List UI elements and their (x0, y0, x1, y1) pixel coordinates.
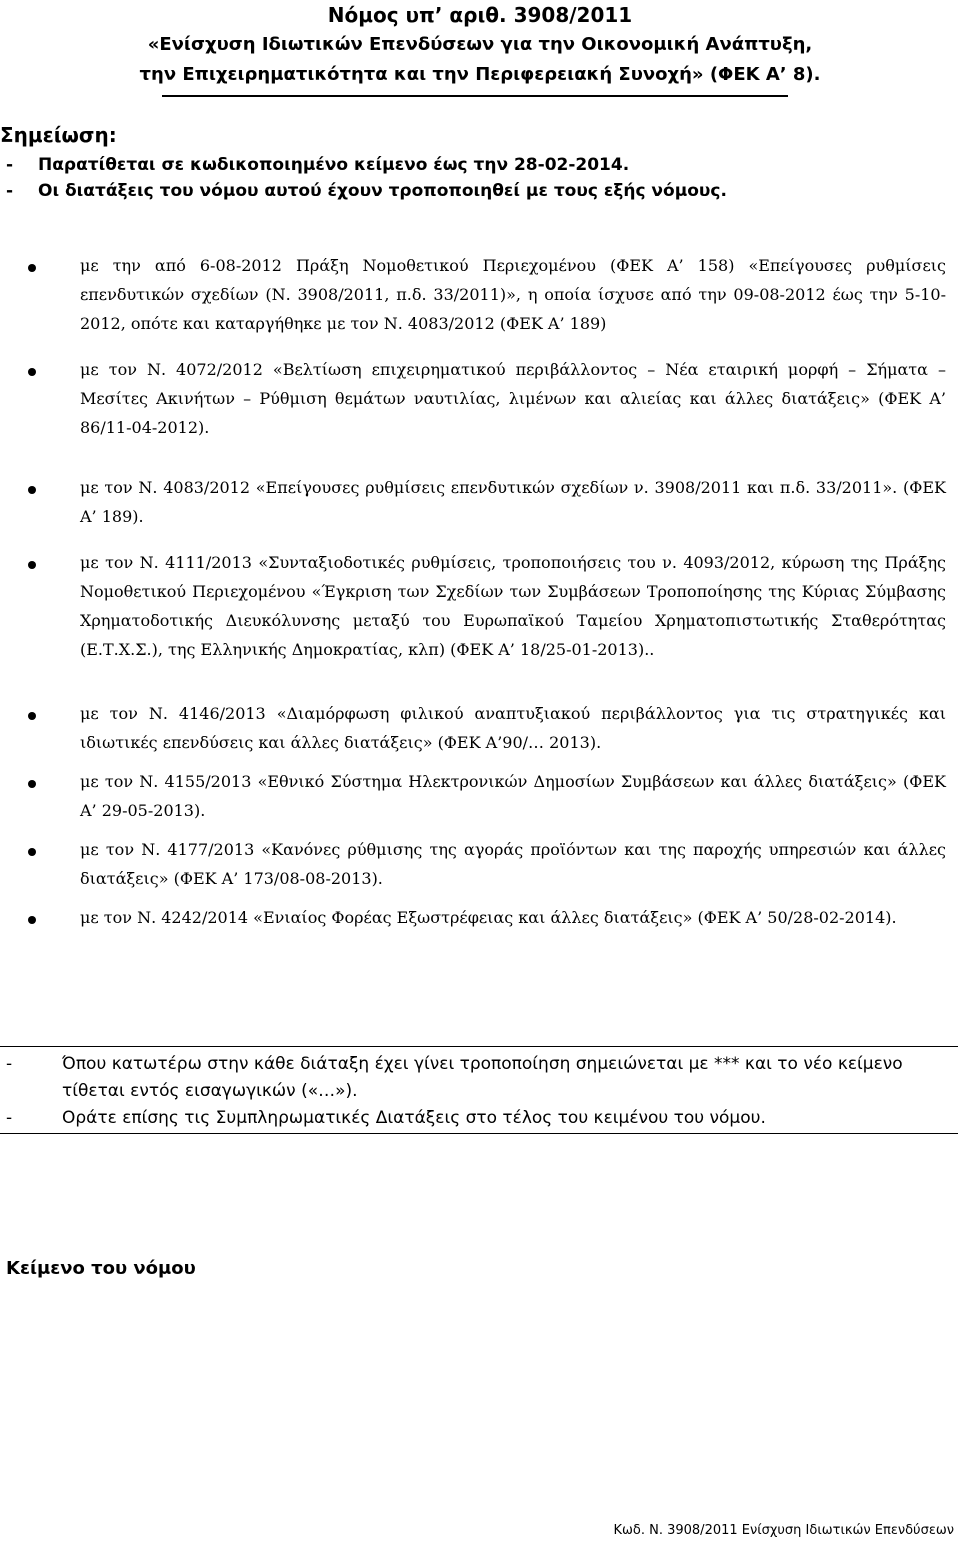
amendment-item-4072-2012: με τον Ν. 4072/2012 «Βελτίωση επιχειρηματικού περιβάλλοντος – Νέα εταιρική μορφή – Σήματα – Μεσίτες Ακινήτων – Ρύθμιση θεμάτων ναυτιλίας, λιμένων και αλιείας και άλλες διατάξεις» (ΦΕΚ Α’ 86/11-04-2012). (80, 360, 946, 437)
note-line-text: Οι διατάξεις του νόμου αυτού έχουν τροποποιηθεί με τους εξής νόμους. (38, 181, 727, 201)
bullet-icon (28, 848, 36, 856)
dash-marker: - (6, 155, 14, 175)
bullet-icon (28, 486, 36, 494)
bullet-icon (28, 780, 36, 788)
dash-marker: - (6, 1108, 13, 1128)
law-number-title: Νόμος υπ’ αριθ. 3908/2011 (327, 3, 633, 27)
amendment-item-4083-2012: με τον Ν. 4083/2012 «Επείγουσες ρυθμίσεις επενδυτικών σχεδίων ν. 3908/2011 και π.δ. 33/2011». (ΦΕΚ Α’ 189). (80, 478, 946, 526)
editorial-note-text: Οράτε επίσης τις Συμπληρωματικές Διατάξεις στο τέλος του κειμένου του νόμου. (62, 1108, 766, 1128)
editorial-note-text: Όπου κατωτέρω στην κάθε διάταξη έχει γίνει τροποποίηση σημειώνεται με *** και το νέο κείμενο τίθεται εντός εισαγωγικών («…»). (62, 1054, 903, 1101)
law-name-line-1: «Ενίσχυση Ιδιωτικών Επενδύσεων για την Οικονομική Ανάπτυξη, (147, 34, 813, 55)
amendment-item-pnp-2012: με την από 6-08-2012 Πράξη Νομοθετικού Περιεχομένου (ΦΕΚ Α’ 158) «Επείγουσες ρυθμίσεις επενδυτικών σχεδίων (Ν. 3908/2011, π.δ. 33/2011)», η οποία ίσχυσε από την 09-08-2012 έως την 5-10-2012, οπότε και καταργήθηκε με τον Ν. 4083/2012 (ΦΕΚ Α’ 189) (80, 256, 946, 333)
bullet-icon (28, 368, 36, 376)
amendment-item-4111-2013: με τον Ν. 4111/2013 «Συνταξιοδοτικές ρυθμίσεις, τροποποιήσεις του ν. 4093/2012, κύρωση της Πράξης Νομοθετικού Περιεχομένου «Έγκριση των Σχεδίων των Συμβάσεων Τροποποίησης της Κύριας Σύμβασης Χρηματοδοτικής Διευκόλυνσης μεταξύ του Ευρωπαϊκού Ταμείου Χρηματοπιστωτικής Σταθερότητας (Ε.Τ.Χ.Σ.), της Ελληνικής Δημοκρατίας, κλπ) (ΦΕΚ Α’ 18/25-01-2013).. (80, 553, 946, 659)
editorial-notes-box (0, 1046, 958, 1134)
bullet-icon (28, 264, 36, 272)
title-underline-rule (162, 95, 788, 97)
bullet-icon (28, 561, 36, 569)
amendment-item-4242-2014: με τον Ν. 4242/2014 «Ενιαίος Φορέας Εξωστρέφειας και άλλες διατάξεις» (ΦΕΚ Α’ 50/28-02-2014). (80, 908, 897, 927)
bullet-icon (28, 916, 36, 924)
document-title (0, 0, 960, 90)
amendment-item-4177-2013: με τον Ν. 4177/2013 «Κανόνες ρύθμισης της αγοράς προϊόντων και της παροχής υπηρεσιών και άλλες διατάξεις» (ΦΕΚ Α’ 173/08-08-2013). (80, 840, 946, 888)
dash-marker: - (6, 181, 14, 201)
law-text-heading: Κείμενο του νόμου (6, 1258, 196, 1279)
note-heading: Σημείωση: (0, 123, 117, 147)
page-footer: Κωδ. Ν. 3908/2011 Ενίσχυση Ιδιωτικών Επενδύσεων (613, 1523, 954, 1538)
amendment-item-4146-2013: με τον Ν. 4146/2013 «Διαμόρφωση φιλικού αναπτυξιακού περιβάλλοντος για τις στρατηγικές και ιδιωτικές επενδύσεις και άλλες διατάξεις» (ΦΕΚ Α’90/… 2013). (80, 704, 946, 752)
dash-marker: - (6, 1054, 13, 1074)
note-line-text: Παρατίθεται σε κωδικοποιημένο κείμενο έως την 28-02-2014. (38, 155, 630, 175)
law-name-line-2: την Επιχειρηματικότητα και την Περιφερειακή Συνοχή» (ΦΕΚ Α’ 8). (139, 64, 821, 85)
amendment-item-4155-2013: με τον Ν. 4155/2013 «Εθνικό Σύστημα Ηλεκτρονικών Δημοσίων Συμβάσεων και άλλες διατάξεις» (ΦΕΚ Α’ 29-05-2013). (80, 772, 946, 820)
bullet-icon (28, 712, 36, 720)
